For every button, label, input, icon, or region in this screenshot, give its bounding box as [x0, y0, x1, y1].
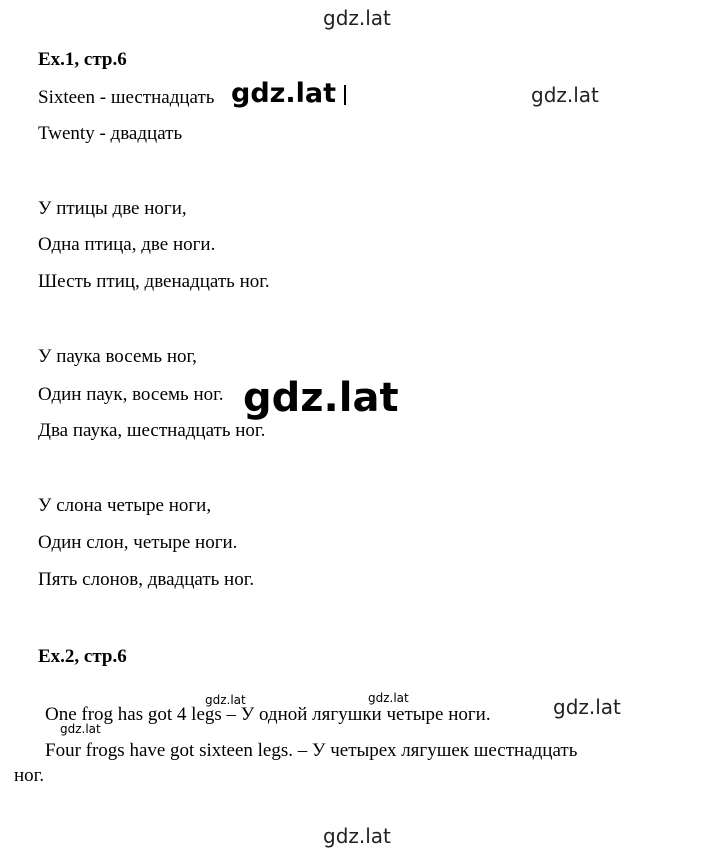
ex1-word-2: Twenty - двадцать	[38, 123, 183, 144]
watermark-center: gdz.lat	[243, 375, 399, 421]
stanza1-line-3: Шесть птиц, двенадцать ног.	[38, 271, 270, 292]
stanza2-line-1: У паука восемь ног,	[38, 346, 197, 367]
watermark-bottom: gdz.lat	[323, 824, 391, 848]
watermark-tiny-2: gdz.lat	[368, 691, 409, 705]
stanza3-line-1: У слона четыре ноги,	[38, 495, 212, 516]
watermark-tiny-1: gdz.lat	[205, 693, 246, 707]
stanza3-line-3: Пять слонов, двадцать ног.	[38, 569, 255, 590]
watermark-right-1: gdz.lat	[531, 83, 599, 107]
ex2-line-1: One frog has got 4 legs – У одной лягушки четыре ноги.	[45, 704, 491, 725]
stanza1-line-1: У птицы две ноги,	[38, 198, 187, 219]
watermark-top: gdz.lat	[323, 6, 391, 30]
stanza2-line-3: Два паука, шестнадцать ног.	[38, 420, 266, 441]
ex1-title: Ex.1, стр.6	[38, 49, 127, 70]
watermark-tiny-3: gdz.lat	[60, 722, 101, 736]
stanza2-line-2: Один паук, восемь ног.	[38, 384, 224, 405]
stanza1-line-2: Одна птица, две ноги.	[38, 234, 216, 255]
ex2-title: Ex.2, стр.6	[38, 646, 127, 667]
stanza3-line-2: Один слон, четыре ноги.	[38, 532, 238, 553]
watermark-inline: gdz.lat	[231, 78, 337, 109]
ex1-word-1: Sixteen - шестнадцать	[38, 87, 215, 108]
cursor-bar	[344, 85, 346, 105]
ex2-line-3: ног.	[14, 765, 45, 786]
watermark-right-2: gdz.lat	[553, 695, 621, 719]
ex2-line-2: Four frogs have got sixteen legs. – У четырех лягушек шестнадцать	[45, 740, 578, 761]
